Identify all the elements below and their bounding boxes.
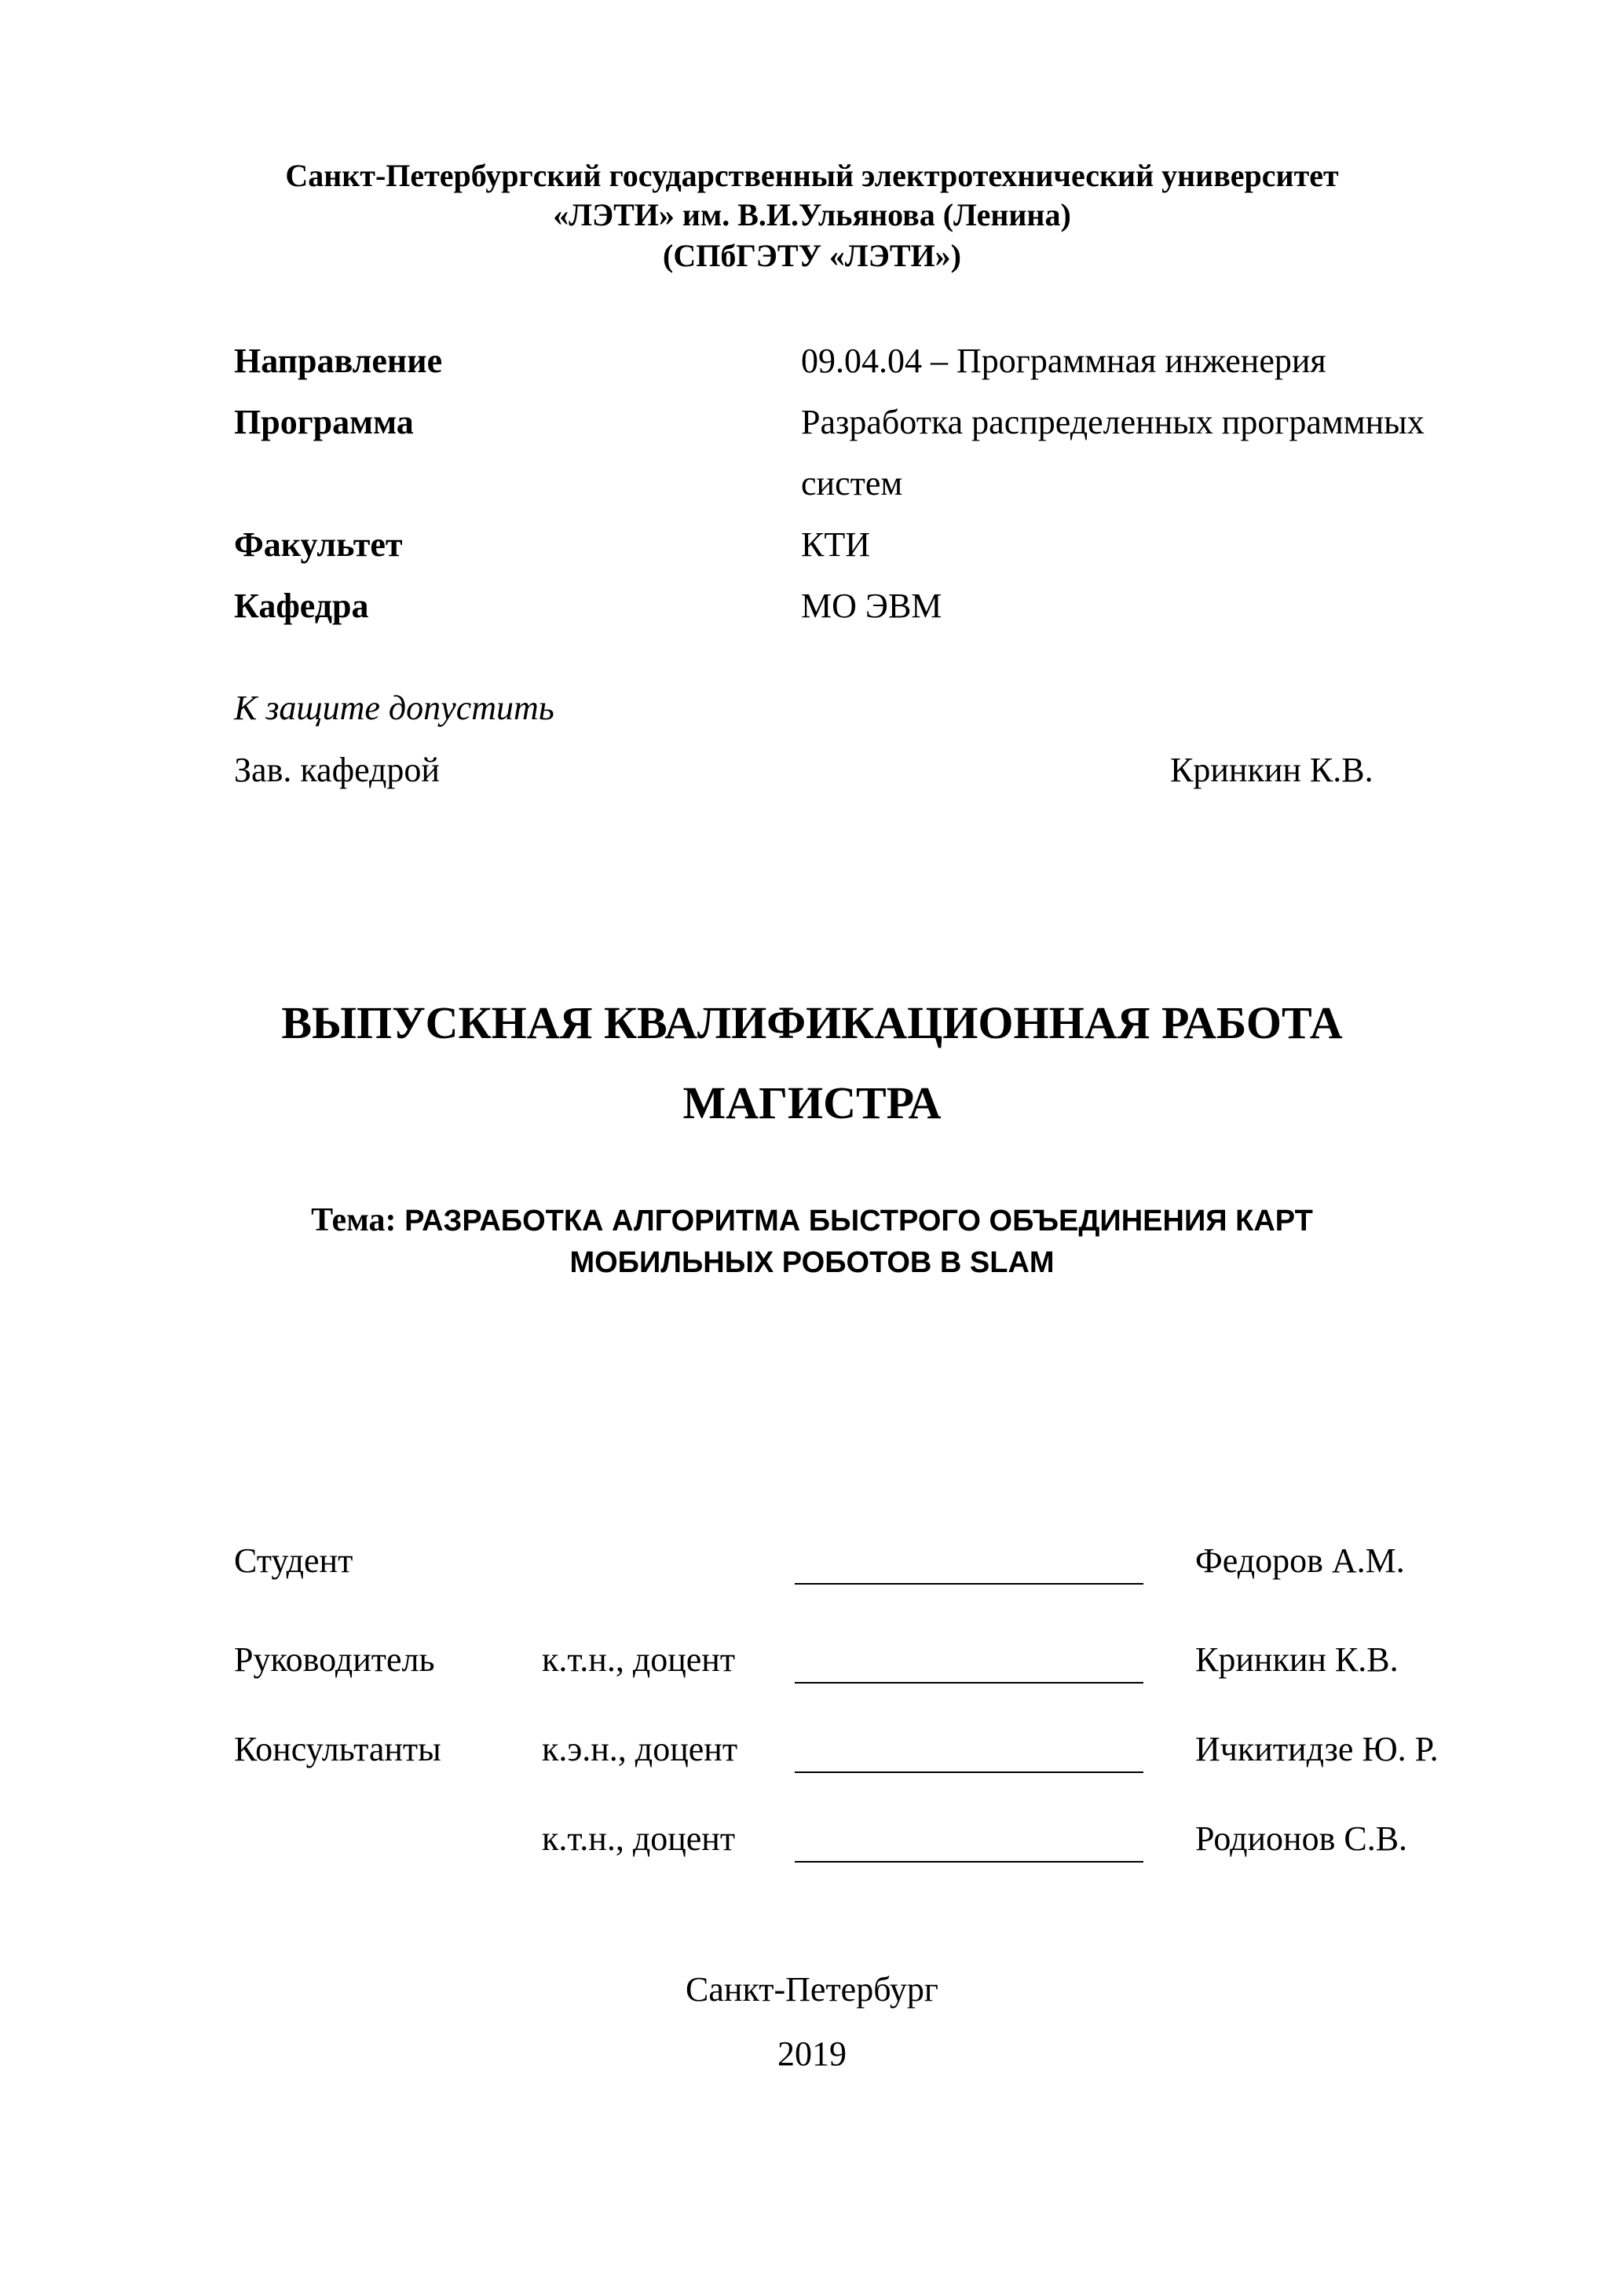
consultant-2-degree: к.т.н., доцент [542, 1819, 736, 1858]
department-head-name: Кринкин К.В. [1170, 751, 1373, 789]
topic-line1 [0, 1201, 1624, 1240]
consultant-1-signature-line [795, 1771, 1143, 1773]
supervisor-role: Руководитель [234, 1640, 435, 1679]
work-title-line2: МАГИСТРА [682, 1077, 942, 1128]
topic-text: РАЗРАБОТКА АЛГОРИТМА БЫСТРОГО ОБЪЕДИНЕНИЯ КАРТ [404, 1205, 1313, 1238]
department-value: МО ЭВМ [801, 587, 942, 625]
supervisor-name: Кринкин К.В. [1195, 1640, 1399, 1679]
consultants-role: Консультанты [234, 1730, 441, 1768]
year: 2019 [777, 2035, 847, 2073]
topic-label: Тема: [311, 1202, 397, 1238]
supervisor-signature-line [795, 1682, 1143, 1684]
direction-label: Направление [234, 342, 443, 380]
student-name: Федоров А.М. [1195, 1541, 1405, 1580]
work-title: ВЫПУСКНАЯ КВАЛИФИКАЦИОННАЯ РАБОТА [281, 997, 1343, 1048]
program-value-line2: систем [801, 464, 903, 503]
consultant-2-name: Родионов С.В. [1195, 1819, 1408, 1858]
department-head-role: Зав. кафедрой [234, 751, 440, 789]
faculty-label: Факультет [234, 525, 403, 564]
university-abbreviation: (СПбГЭТУ «ЛЭТИ») [663, 238, 961, 273]
student-role: Студент [234, 1541, 353, 1580]
program-value: Разработка распределенных программных [801, 403, 1425, 441]
consultant-1-degree: к.э.н., доцент [542, 1730, 738, 1768]
university-name: Санкт-Петербургский государственный электротехнический университет [285, 158, 1339, 193]
student-signature-line [795, 1583, 1143, 1585]
supervisor-degree: к.т.н., доцент [542, 1640, 736, 1679]
faculty-value: КТИ [801, 525, 870, 564]
defense-approval-note: К защите допустить [234, 689, 554, 727]
program-label: Программа [234, 403, 414, 441]
consultant-1-name: Ичкитидзе Ю. Р. [1195, 1730, 1439, 1768]
topic-text-line2: МОБИЛЬНЫХ РОБОТОВ В SLAM [569, 1246, 1055, 1279]
city: Санкт-Петербург [686, 1970, 938, 2009]
direction-value: 09.04.04 – Программная инженерия [801, 342, 1326, 380]
consultant-2-signature-line [795, 1861, 1143, 1863]
department-label: Кафедра [234, 587, 369, 625]
university-name-line2: «ЛЭТИ» им. В.И.Ульянова (Ленина) [553, 197, 1071, 232]
